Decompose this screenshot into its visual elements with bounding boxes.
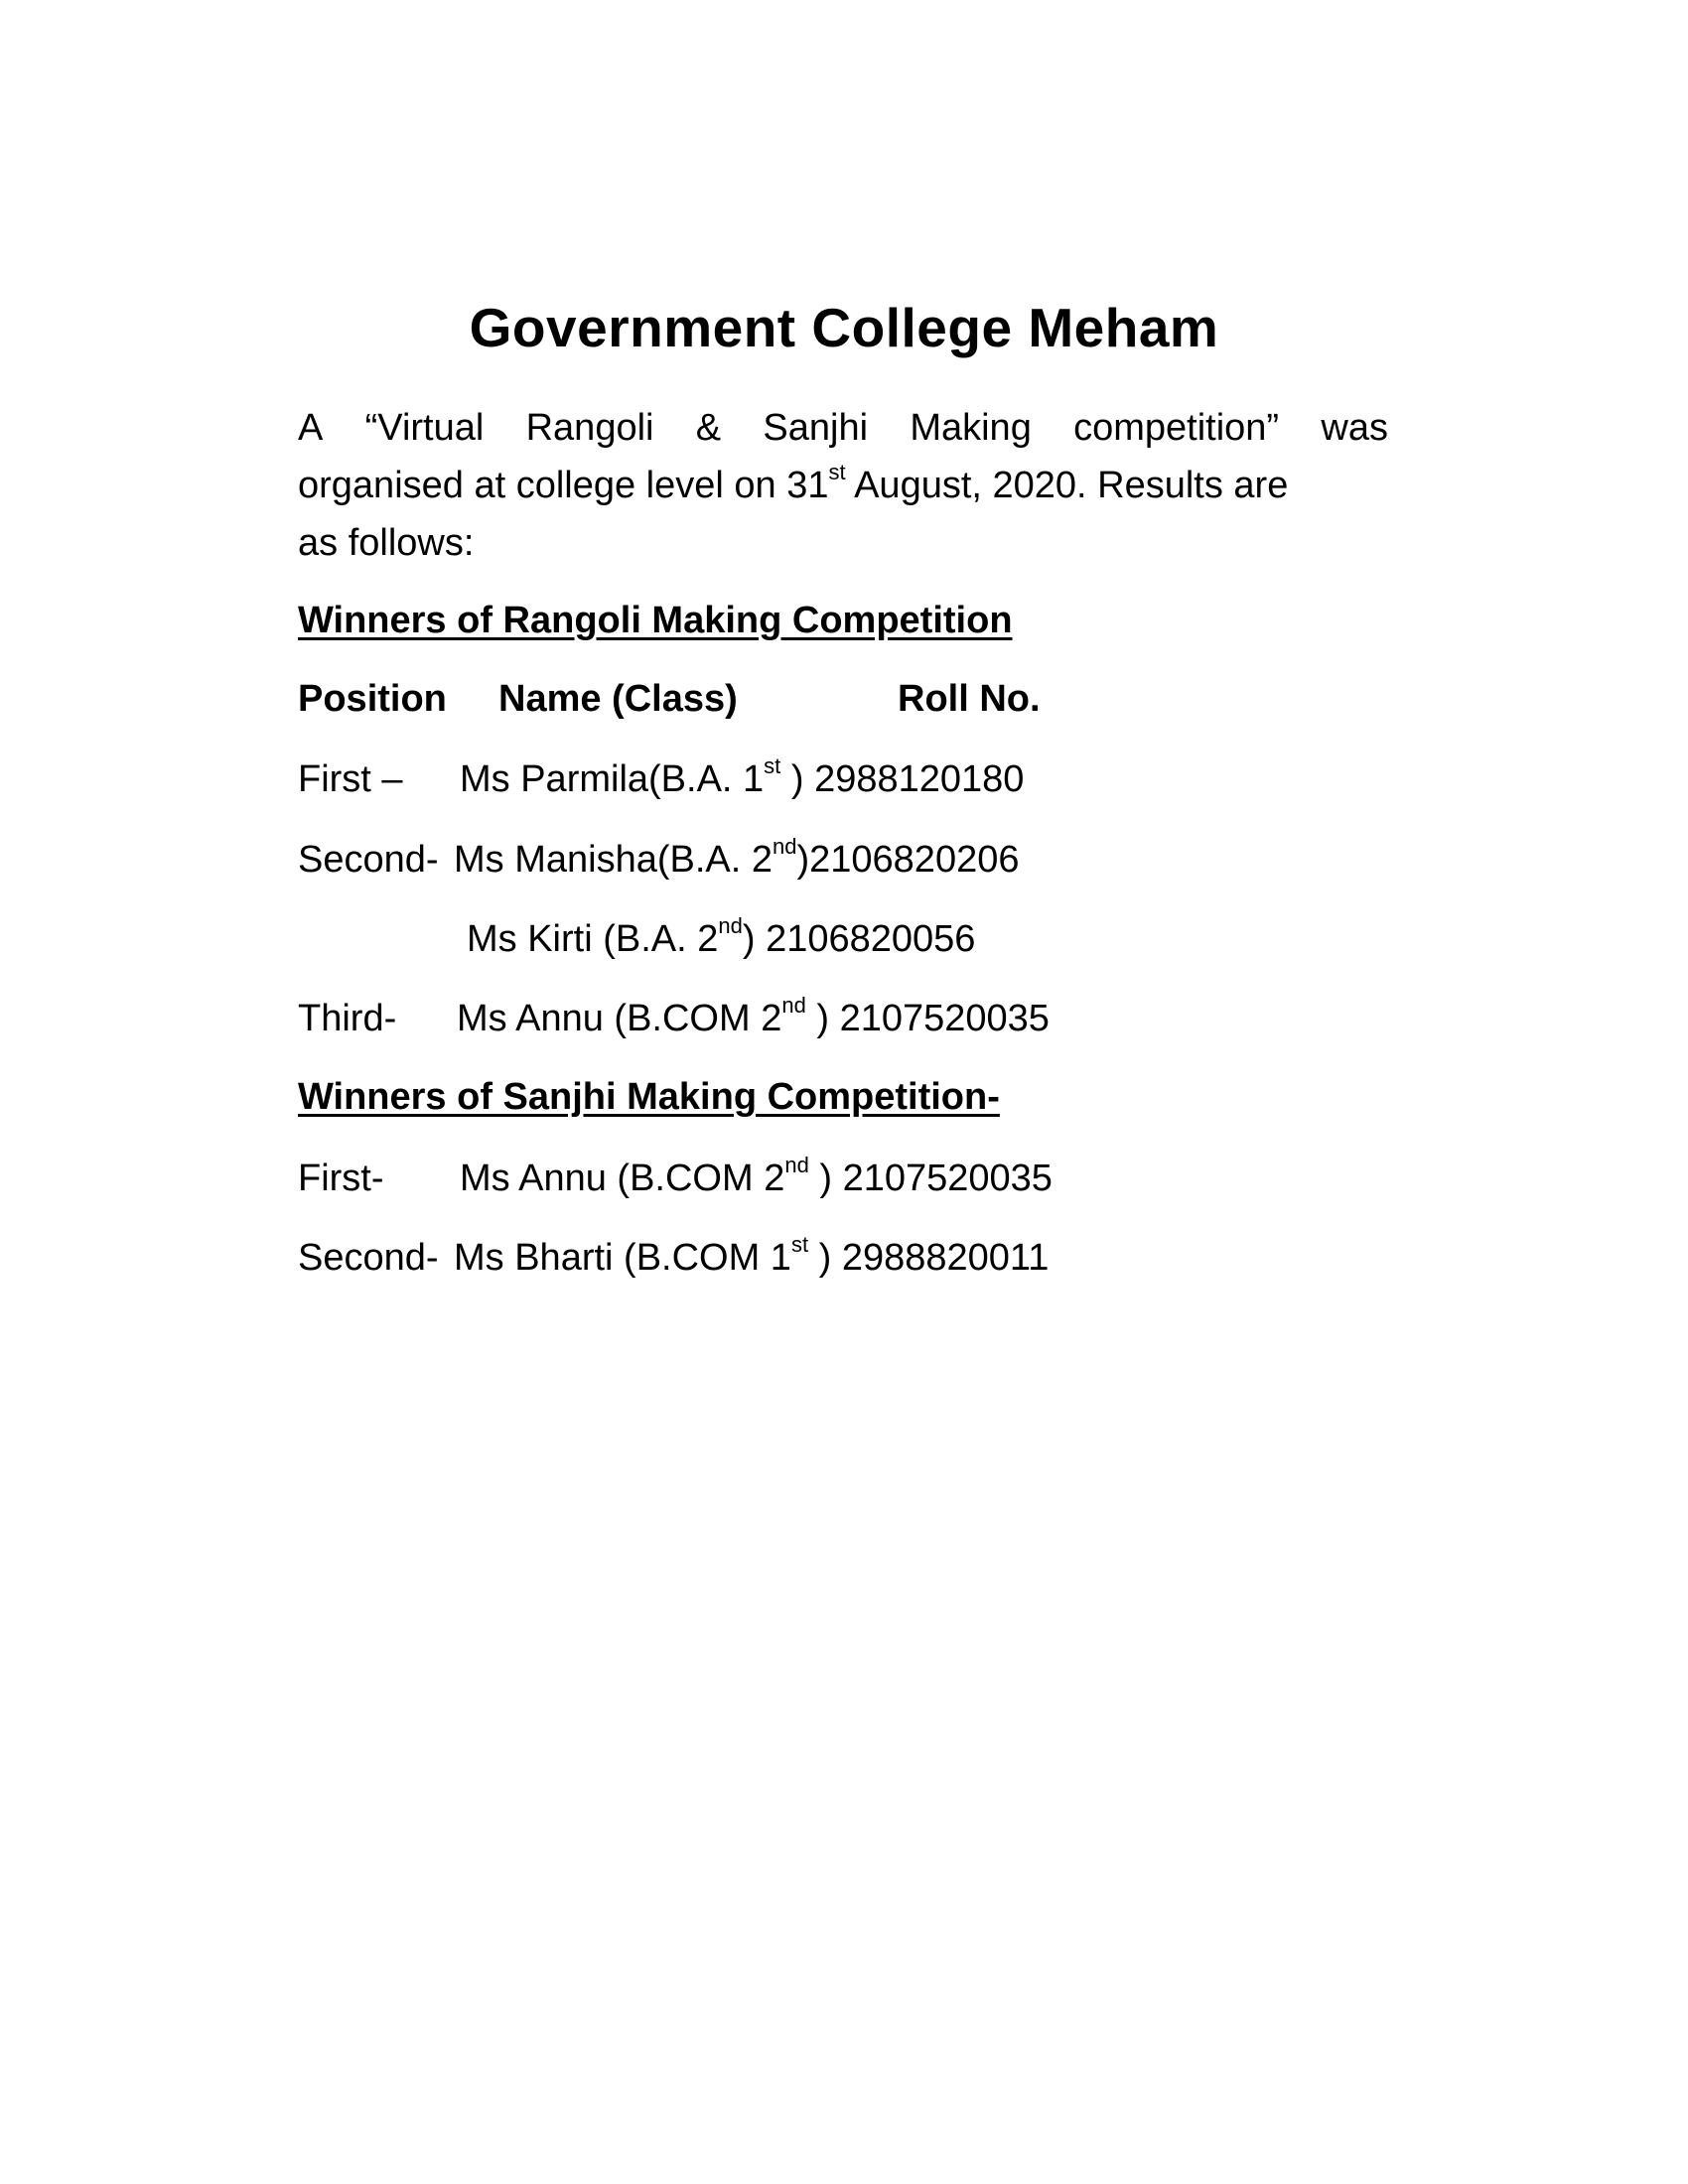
- intro-paragraph: [298, 399, 1388, 572]
- intro-ordinal: st: [828, 460, 846, 485]
- row-entry: [457, 993, 1050, 1040]
- row-name: Ms Kirti (B.A. 2: [467, 918, 719, 960]
- column-header-roll: Roll No.: [898, 678, 1041, 720]
- row-roll: )2106820206: [796, 839, 1020, 881]
- row-entry: [454, 834, 1020, 882]
- column-header-name: Name (Class): [498, 678, 738, 720]
- row-ordinal: st: [790, 1232, 809, 1258]
- row-entry: [467, 913, 976, 961]
- sanjhi-row-first: [298, 1153, 1291, 1207]
- row-name: Ms Parmila(B.A. 1: [460, 758, 765, 800]
- row-roll: ) 2988820011: [808, 1237, 1050, 1279]
- row-roll: ) 2988120180: [780, 758, 1025, 800]
- row-name: Ms Annu (B.COM 2: [460, 1158, 785, 1199]
- sanjhi-row-second: [298, 1232, 1291, 1287]
- intro-word: “Virtual: [364, 407, 485, 449]
- rangoli-column-headers: [298, 678, 1192, 728]
- intro-word: Making: [910, 407, 1032, 449]
- row-ordinal: nd: [718, 913, 743, 939]
- intro-word: Sanjhi: [763, 407, 869, 449]
- rangoli-heading: Winners of Rangoli Making Competition: [298, 600, 1013, 641]
- intro-word: was: [1321, 407, 1388, 449]
- row-entry: [460, 753, 1025, 801]
- row-entry: [460, 1153, 1053, 1200]
- intro-word: Rangoli: [525, 407, 654, 449]
- row-ordinal: st: [764, 753, 781, 779]
- row-entry: [454, 1232, 1050, 1280]
- sanjhi-heading: Winners of Sanjhi Making Competition-: [298, 1076, 1000, 1118]
- intro-line-2-date: [298, 457, 1288, 514]
- row-position: Second-: [298, 839, 439, 881]
- intro-word: competition”: [1073, 407, 1280, 449]
- row-name: Ms Annu (B.COM 2: [457, 998, 782, 1039]
- rangoli-row-first: [298, 753, 1291, 808]
- intro-text: August, 2020. Results are: [845, 465, 1289, 506]
- intro-line-1: [298, 399, 1388, 457]
- intro-word: &: [695, 407, 722, 449]
- page-title: Government College Meham: [469, 297, 1219, 358]
- row-ordinal: nd: [784, 1153, 809, 1178]
- row-name: Ms Manisha(B.A. 2: [454, 839, 773, 881]
- intro-word: A: [298, 407, 324, 449]
- row-ordinal: nd: [773, 834, 797, 860]
- row-name: Ms Bharti (B.COM 1: [454, 1237, 791, 1279]
- column-header-position: Position: [298, 678, 447, 720]
- row-position: Third-: [298, 998, 397, 1039]
- intro-line-2: [298, 457, 1388, 514]
- row-roll: ) 2106820056: [742, 918, 976, 960]
- row-roll: ) 2107520035: [805, 998, 1050, 1039]
- rangoli-row-second-tie: [298, 913, 1291, 968]
- row-position: First-: [298, 1158, 384, 1199]
- rangoli-row-second: [298, 834, 1291, 888]
- intro-line-3: as follows:: [298, 522, 475, 564]
- intro-text: organised at college level on 31: [298, 465, 829, 506]
- row-roll: ) 2107520035: [808, 1158, 1053, 1199]
- row-ordinal: nd: [781, 993, 806, 1019]
- row-position: First –: [298, 758, 403, 800]
- rangoli-row-third: [298, 993, 1291, 1047]
- row-position: Second-: [298, 1237, 439, 1279]
